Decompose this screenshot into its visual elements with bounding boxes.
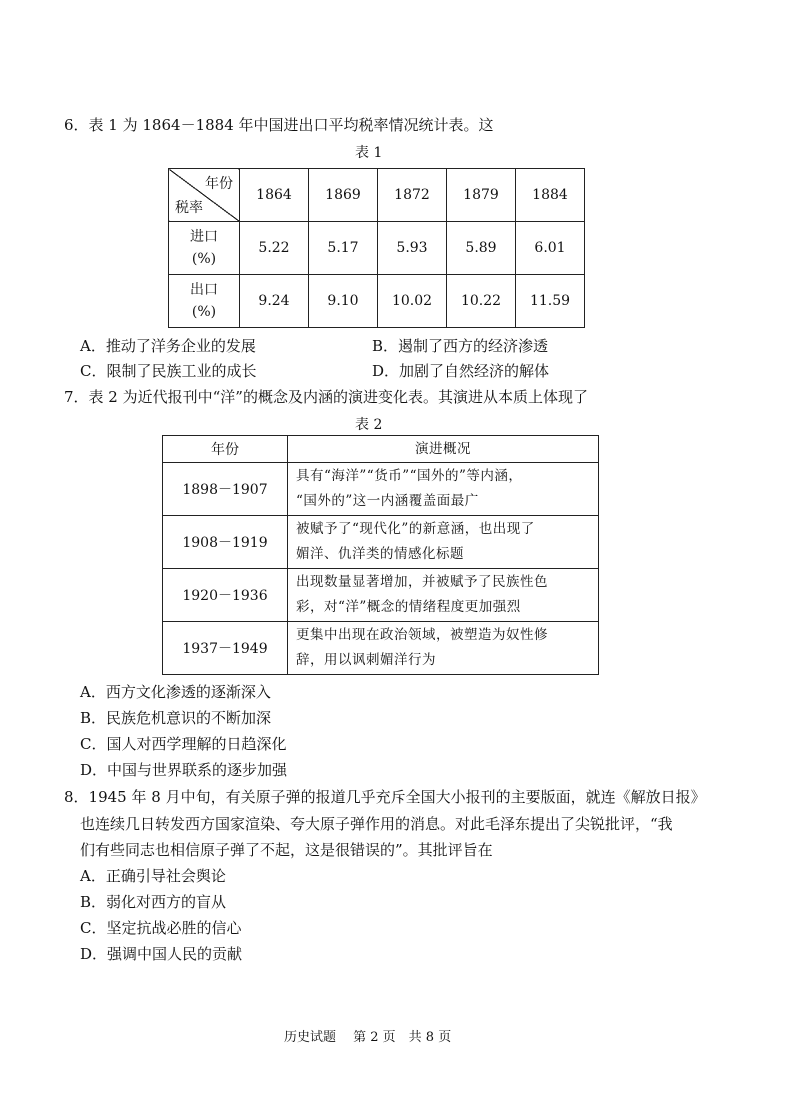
description-cell [288,569,599,622]
period-cell: 1920－1936 [163,569,288,622]
table-1 [168,168,585,328]
table-cell: 10.22 [447,275,516,328]
description-line: 彩，对“洋”概念的情绪程度更加强烈 [296,599,521,615]
year-header: 1872 [378,169,447,222]
year-header: 1869 [309,169,378,222]
table-cell: 9.24 [240,275,309,328]
description-line: 媚洋、仇洋类的情感化标题 [296,546,464,562]
period-cell: 1937－1949 [163,622,288,675]
description-line: 具有“海洋”“货币”“国外的”等内涵， [296,468,523,484]
table-2 [162,435,599,675]
question-7-stem: 7．表 2 为近代报刊中“洋”的概念及内涵的演进变化表。其演进从本质上体现了 [64,388,588,406]
q7-option-c[interactable]: C．国人对西学理解的日趋深化 [80,735,287,753]
table-1-corner-cell [169,169,240,222]
header-description: 演进概况 [288,436,599,463]
row-label-line: 出口 [190,282,218,298]
period-cell: 1898－1907 [163,463,288,516]
table-cell: 5.17 [309,222,378,275]
table-cell: 11.59 [516,275,585,328]
table-cell: 5.89 [447,222,516,275]
description-line: 出现数量显著增加，并被赋予了民族性色 [296,574,548,590]
q6-option-a[interactable]: A．推动了洋务企业的发展 [80,337,256,355]
q8-option-a[interactable]: A．正确引导社会舆论 [80,867,226,885]
table-2-caption: 表 2 [355,417,383,433]
table-cell: 9.10 [309,275,378,328]
corner-year-label: 年份 [205,176,233,192]
table-row-export [169,275,585,328]
row-label-unit: (%) [191,251,217,267]
question-6-stem: 6．表 1 为 1864－1884 年中国进出口平均税率情况统计表。这 [64,116,494,134]
description-line: 更集中出现在政治领域，被塑造为奴性修 [296,627,548,643]
q8-option-d[interactable]: D．强调中国人民的贡献 [80,945,243,963]
row-label-unit: (%) [191,304,217,320]
page-footer: 历史试题 第 2 页 共 8 页 [284,1030,452,1045]
table-cell: 6.01 [516,222,585,275]
description-line: 被赋予了“现代化”的新意涵，也出现了 [296,521,535,537]
q7-option-b[interactable]: B．民族危机意识的不断加深 [80,709,272,727]
table-2-header-row [163,436,599,463]
q6-option-d[interactable]: D．加剧了自然经济的解体 [372,362,550,380]
row-label-line: 进口 [190,229,218,245]
table-row [163,516,599,569]
description-cell [288,622,599,675]
year-header: 1879 [447,169,516,222]
table-cell: 5.22 [240,222,309,275]
description-line: “国外的”这一内涵覆盖面最广 [296,493,479,509]
row-label-import [169,222,240,275]
q7-option-d[interactable]: D．中国与世界联系的逐步加强 [80,761,288,779]
q6-option-c[interactable]: C．限制了民族工业的成长 [80,362,257,380]
table-row [163,569,599,622]
corner-rate-label: 税率 [175,200,203,216]
table-cell: 10.02 [378,275,447,328]
q7-option-a[interactable]: A．西方文化渗透的逐渐深入 [80,683,271,701]
period-cell: 1908－1919 [163,516,288,569]
table-1-header-row [169,169,585,222]
description-cell [288,516,599,569]
table-row [163,622,599,675]
question-8-stem-line-3: 们有些同志也相信原子弹了不起，这是很错误的”。其批评旨在 [80,841,493,859]
header-year: 年份 [163,436,288,463]
description-cell [288,463,599,516]
year-header: 1864 [240,169,309,222]
q8-option-b[interactable]: B．弱化对西方的盲从 [80,893,227,911]
question-8-stem-line-2: 也连续几日转发西方国家渲染、夸大原子弹作用的消息。对此毛泽东提出了尖锐批评，“我 [80,815,673,833]
q6-option-b[interactable]: B．遏制了西方的经济渗透 [372,337,549,355]
year-header: 1884 [516,169,585,222]
table-row-import [169,222,585,275]
table-1-caption: 表 1 [355,145,383,161]
row-label-export [169,275,240,328]
description-line: 辞，用以讽刺媚洋行为 [296,652,436,668]
table-row [163,463,599,516]
table-cell: 5.93 [378,222,447,275]
question-8-stem-line-1: 8．1945 年 8 月中旬，有关原子弹的报道几乎充斥全国大小报刊的主要版面，就连《解放日报》 [64,788,706,806]
q8-option-c[interactable]: C．坚定抗战必胜的信心 [80,919,242,937]
